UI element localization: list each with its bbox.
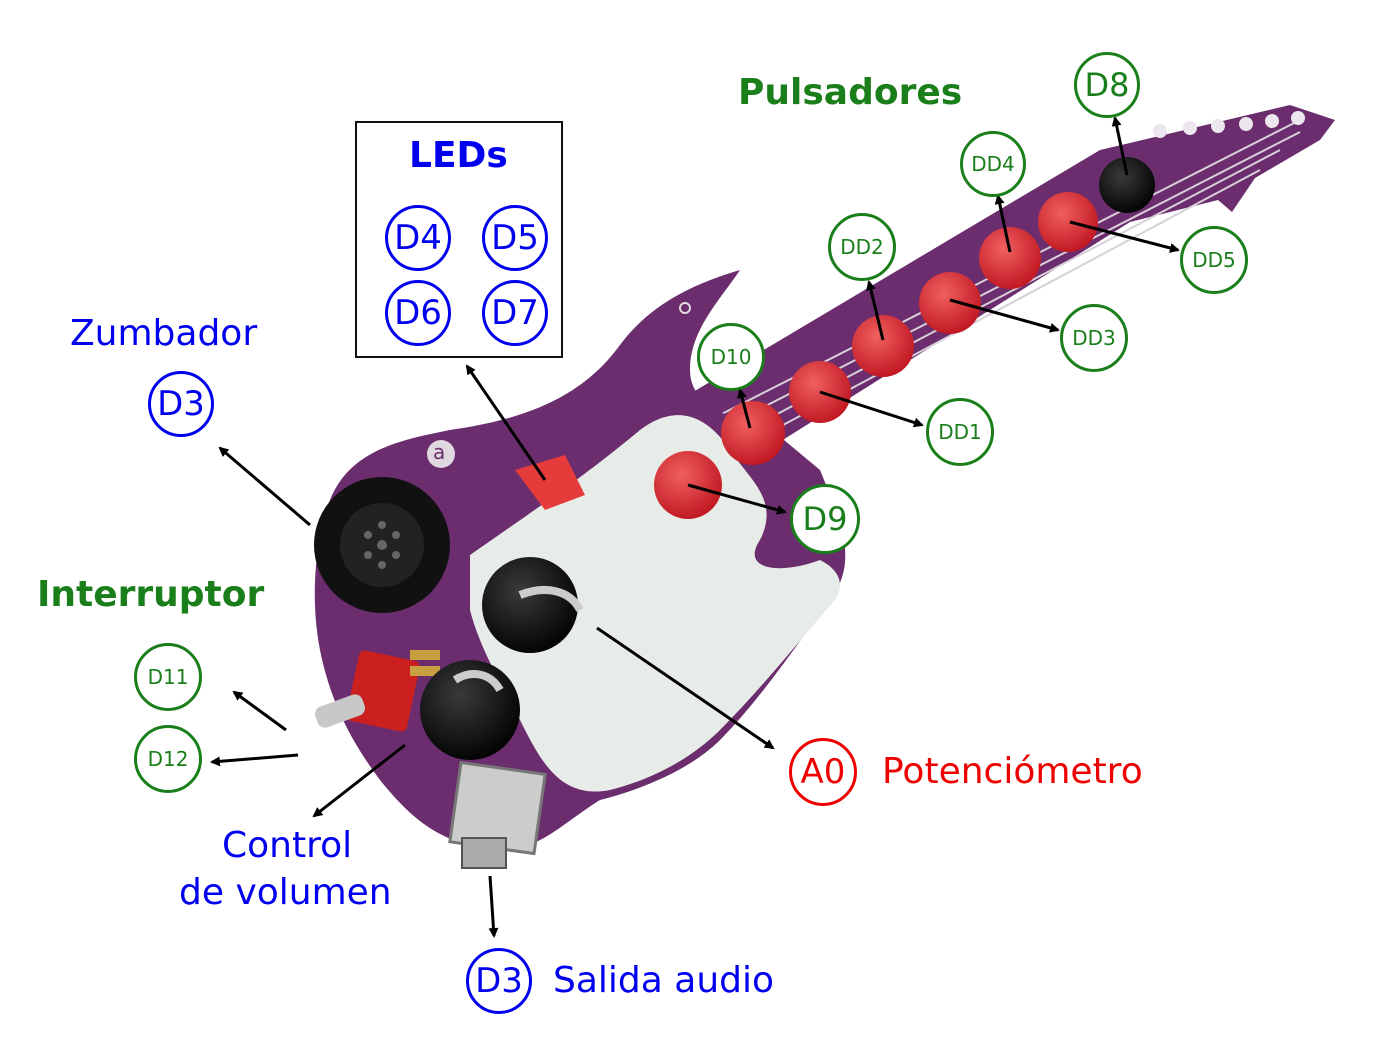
interruptor-title: Interruptor — [37, 574, 265, 615]
pin-a0: A0 — [789, 738, 857, 806]
pin-led-d7: D7 — [482, 280, 548, 346]
buzzer — [314, 477, 450, 613]
pin-dd5: DD5 — [1180, 226, 1248, 294]
leds-title: LEDs — [409, 135, 508, 176]
audio-jack — [450, 763, 545, 868]
arrow-d11 — [234, 692, 286, 730]
control-volumen-line1: Control — [222, 825, 353, 866]
pin-zumbador-d3: D3 — [148, 371, 214, 437]
pin-dd2: DD2 — [828, 213, 896, 281]
pin-dd3: DD3 — [1060, 304, 1128, 372]
pin-dd4: DD4 — [960, 131, 1026, 197]
pin-d10: D10 — [697, 323, 765, 391]
board-mark: a — [433, 440, 446, 464]
pin-d12: D12 — [134, 725, 202, 793]
salida-audio-label: Salida audio — [553, 960, 775, 1001]
pin-dd1: DD1 — [926, 398, 994, 466]
arrow-zumbador — [220, 448, 310, 525]
pin-d8: D8 — [1074, 52, 1140, 118]
arrow-audio — [490, 876, 494, 936]
pin-led-d4: D4 — [385, 205, 451, 271]
zumbador-title: Zumbador — [70, 313, 258, 354]
pulsadores-title: Pulsadores — [738, 72, 963, 113]
potenciometro-label: Potenciómetro — [882, 751, 1143, 792]
pin-audio-d3: D3 — [466, 948, 532, 1014]
arrow-d12 — [212, 755, 298, 762]
pin-d9: D9 — [790, 484, 860, 554]
pin-led-d5: D5 — [482, 205, 548, 271]
pin-d11: D11 — [134, 643, 202, 711]
pin-led-d6: D6 — [385, 280, 451, 346]
leds-box — [355, 121, 563, 358]
control-volumen-line2: de volumen — [179, 872, 392, 913]
